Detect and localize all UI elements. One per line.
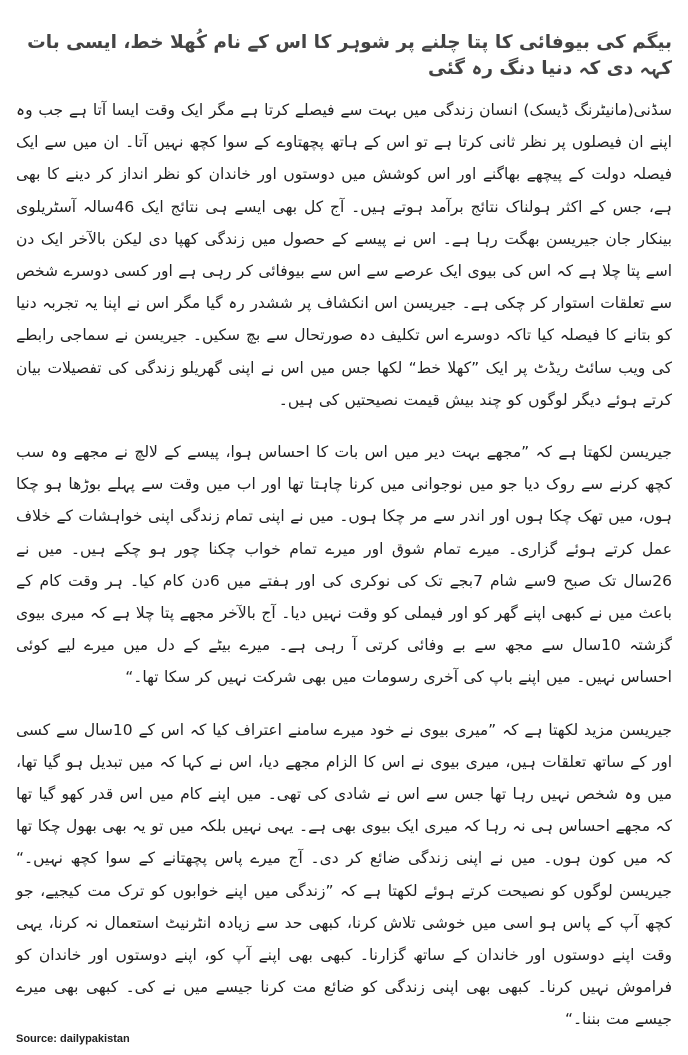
article-headline: بیگم کی بیوفائی کا پتا چلنے پر شوہر کا اس کے نام کُھلا خط، ایسی بات کہہ دی کہ دنیا دنگ رہ گئی — [27, 32, 672, 79]
article-paragraph: جیریسن لکھتا ہے کہ ”مجھے بہت دیر میں اس بات کا احساس ہوا، پیسے کے لالچ نے مجھے وہ سب کچھ کرنے سے روک دیا جو میں نوجوانی میں کرنا چاہتا تھا اور اب میں وقت سے پہلے بوڑھا ہو چکا ہوں، میں تھک چکا ہوں اور اندر سے مر چکا ہوں۔ میں نے اپنی تمام زندگی اپنی خواہشات کے خلاف عمل کرتے ہوئے گزاری۔ میرے تمام شوق اور میرے تمام خواب چکنا چور ہو چکے ہیں۔ میں نے 26سال تک صبح 9سے شام 7بجے تک کی نوکری کی اور ہفتے میں 6دن کام کیا۔ ہر وقت کام کے باعث میں نے کبھی اپنے گھر کو اور فیملی کو وقت نہیں دیا۔ آج بالآخر مجھے پتا چلا ہے کہ میری بیوی گزشتہ 10سال سے مجھ سے بے وفائی کرتی آ رہی ہے۔ میرے بیٹے کے دل میں میرے لیے کوئی احساس نہیں۔ میں اپنے باپ کی آخری رسومات میں بھی شرکت نہیں کر سکا تھا۔“ — [16, 443, 672, 687]
article-paragraph: جیریسن مزید لکھتا ہے کہ ”میری بیوی نے خود میرے سامنے اعتراف کیا کہ اس کے 10سال سے کسی اور کے ساتھ تعلقات ہیں، میری بیوی نے اس کا الزام مجھے دیا، اس نے کہا کہ میں تبدیل ہو گیا تھا، میں وہ شخص نہیں رہا تھا جس سے اس نے شادی کی تھی۔ میں اپنے کام میں اس قدر کھو گیا تھا کہ مجھے احساس ہی نہ رہا کہ میری ایک بیوی بھی ہے۔ یہی نہیں بلکہ میں تو یہ بھی بھول چکا تھا کہ میں کون ہوں۔ میں نے اپنی زندگی ضائع کر دی۔ آج میرے پاس پچھتانے کے سوا کچھ نہیں۔“ جیریسن لوگوں کو نصیحت کرتے ہوئے لکھتا ہے کہ ”زندگی میں اپنے خوابوں کو ترک مت کیجیے، جو کچھ آپ کے پاس ہو اسی میں خوشی تلاش کرنا، کبھی حد سے زیادہ انٹرنیٹ استعمال نہ کرنا، یہی وقت اپنے دوستوں اور خاندان کے ساتھ گزارنا۔ کبھی بھی اپنے آپ کو، اپنے دوستوں اور خاندان کو فراموش نہیں کرنا۔ کبھی بھی اپنی زندگی کو ضائع مت کرنا جیسے میں نے کی۔ کبھی بھی میرے جیسے مت بننا۔“ — [16, 720, 673, 1029]
article-paragraph: سڈنی(مانیٹرنگ ڈیسک) انسان زندگی میں بہت سے فیصلے کرتا ہے مگر ایک وقت ایسا آتا ہے جب وہ اپنے ان فیصلوں پر نظر ثانی کرتا ہے تو اس کے ہاتھ پچھتاوے کے سوا کچھ نہیں آتا۔ ان میں سے ایک فیصلہ دولت کے پیچھے بھاگنے اور اس کوشش میں دوستوں اور خاندان کو نظر انداز کر دینے کا بھی ہے، جس کے اکثر ہولناک نتائج برآمد ہوتے ہیں۔ آج کل بھی ایسے ہی نتائج ایک 46سالہ آسٹریلوی بینکار جان جیریسن بھگت رہا ہے۔ اس نے پیسے کے حصول میں زندگی کھپا دی لیکن بالآخر ایک دن اسے پتا چلا ہے کہ اس کی بیوی ایک عرصے سے اس سے بیوفائی کر رہی ہے اور کسی دوسرے شخص سے تعلقات استوار کر چکی ہے۔ جیریسن اس انکشاف پر ششدر رہ گیا مگر اس نے اپنا یہ تجربہ دنیا کو بتانے کا فیصلہ کیا تاکہ دوسرے اس تکلیف دہ صورتحال سے بچ سکیں۔ جیریسن نے سماجی رابطے کی ویب سائٹ ریڈٹ پر ایک ”کھلا خط“ لکھا جس میں اس نے اپنی گھریلو زندگی کی تفصیلات بیان کرتے ہوئے دیگر لوگوں کو چند بیش قیمت نصیحتیں کی ہیں۔ — [16, 101, 672, 409]
article-body — [16, 94, 672, 1036]
source-credit: Source: dailypakistan — [16, 1033, 130, 1045]
